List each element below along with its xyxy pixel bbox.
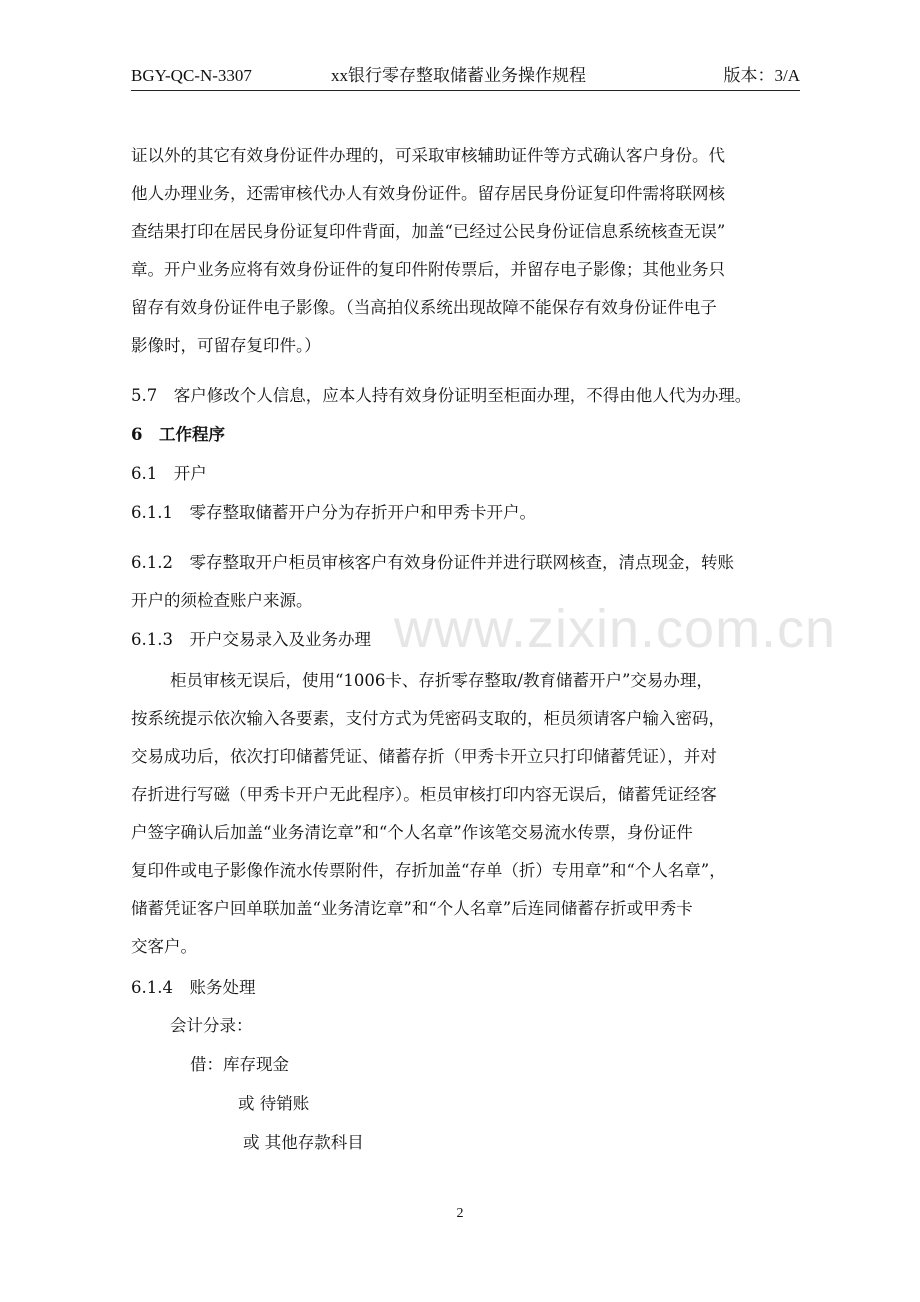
accounting-entry-label: 会计分录： (170, 1016, 253, 1035)
clause-6-1-3: 6.1.3 开户交易录入及业务办理 (131, 630, 371, 649)
body-text-line: 交客户。 (131, 937, 197, 956)
body-text-line: 柜员审核无误后，使用“1006卡、存折零存整取/教育储蓄开户”交易办理， (170, 671, 713, 690)
section-heading-6-1: 6.1 开户 (131, 464, 207, 483)
document-title: xx银行零存整取储蓄业务操作规程 (331, 66, 586, 85)
accounting-debit-alt-2: 或 其他存款科目 (243, 1133, 364, 1152)
clause-6-1-1: 6.1.1 零存整取储蓄开户分为存折开户和甲秀卡开户。 (131, 503, 536, 522)
watermark: www.zixin.com.cn (394, 599, 837, 659)
clause-6-1-2: 6.1.2 零存整取开户柜员审核客户有效身份证件并进行联网核查，清点现金，转账 (131, 553, 734, 572)
body-text-line: 户签字确认后加盖“业务清讫章”和“个人名章”作该笔交易流水传票，身份证件 (131, 823, 693, 842)
clause-5-7: 5.7 客户修改个人信息，应本人持有效身份证明至柜面办理，不得由他人代为办理。 (131, 386, 752, 405)
body-text-line: 影像时，可留存复印件。） (131, 336, 321, 355)
document-code: BGY-QC-N-3307 (131, 66, 252, 85)
body-text-line: 开户的须检查账户来源。 (131, 591, 313, 610)
accounting-debit-alt-1: 或 待销账 (238, 1094, 310, 1113)
page-header (131, 62, 800, 91)
body-text-line: 交易成功后，依次打印储蓄凭证、储蓄存折（甲秀卡开立只打印储蓄凭证），并对 (131, 747, 717, 766)
clause-6-1-4: 6.1.4 账务处理 (131, 978, 256, 997)
body-text-line: 储蓄凭证客户回单联加盖“业务清讫章”和“个人名章”后连同储蓄存折或甲秀卡 (131, 899, 693, 918)
body-text-line: 查结果打印在居民身份证复印件背面，加盖“已经过公民身份证信息系统核查无误” (131, 222, 726, 241)
body-text-line: 他人办理业务，还需审核代办人有效身份证件。留存居民身份证复印件需将联网核 (131, 184, 725, 203)
section-heading-6: 6 工作程序 (131, 425, 225, 444)
body-text-line: 按系统提示依次输入各要素，支付方式为凭密码支取的，柜员须请客户输入密码， (131, 709, 725, 728)
page-number: 2 (456, 1206, 464, 1221)
accounting-debit: 借：库存现金 (190, 1055, 289, 1074)
body-text-line: 复印件或电子影像作流水传票附件，存折加盖“存单（折）专用章”和“个人名章”， (131, 861, 726, 880)
body-text-line: 留存有效身份证件电子影像。（当高拍仪系统出现故障不能保存有效身份证件电子 (131, 298, 717, 317)
document-version: 版本：3/A (723, 66, 800, 85)
body-text-line: 章。开户业务应将有效身份证件的复印件附传票后，并留存电子影像；其他业务只 (131, 260, 725, 279)
body-text-line: 存折进行写磁（甲秀卡开户无此程序）。柜员审核打印内容无误后，储蓄凭证经客 (131, 785, 717, 804)
body-text-line: 证以外的其它有效身份证件办理的，可采取审核辅助证件等方式确认客户身份。代 (131, 146, 725, 165)
